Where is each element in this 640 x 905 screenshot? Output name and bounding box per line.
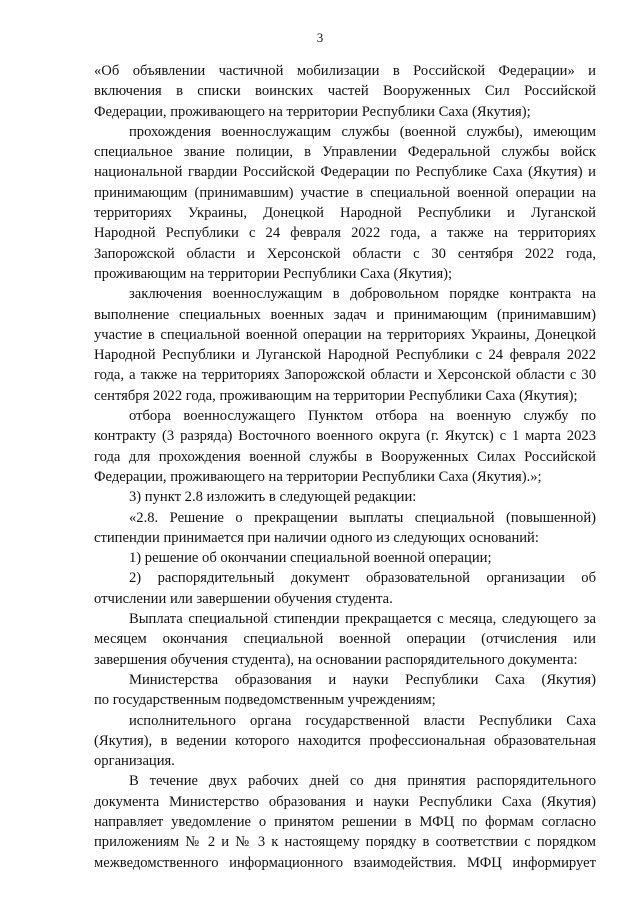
paragraph-line: прохождения военнослужащим службы (военной службы), имеющим [129, 123, 596, 140]
paragraph-line: Народной Республики и Луганской Народной Республики с 24 февраля 2022 [94, 347, 596, 364]
paragraph-line: приложениям № 2 и № 3 к настоящему порядку в соответствии с порядком [94, 834, 596, 851]
paragraph-line: 2) распорядительный документ образовательной организации об [129, 570, 596, 587]
paragraph-line: В течение двух рабочих дней со дня принятия распорядительного [129, 773, 596, 790]
paragraph-line: направляет уведомление о принятом решении в МФЦ по формам согласно [94, 813, 596, 830]
paragraph-line: отчислении или завершении обучения студента. [94, 590, 393, 607]
paragraph-line: заключения военнослужащим в добровольном порядке контракта на [129, 286, 596, 303]
paragraph-line: завершения обучения студента), на основании распорядительного документа: [94, 651, 578, 668]
paragraph-line: включения в списки воинских частей Вооруженных Сил Российской [94, 83, 596, 100]
paragraph-line: Народной Республики с 24 февраля 2022 года, а также на территориях [94, 225, 596, 242]
paragraph-line: месяцем окончания специальной военной операции (отчисления или [94, 631, 596, 648]
paragraph-line: выполнение специальных военных задач и принимающим (принимавшим) [94, 306, 596, 323]
paragraph-line: Министерства образования и науки Республики Саха (Якутия) [129, 671, 596, 688]
paragraph-line: Выплата специальной стипендии прекращается с месяца, следующего за [129, 611, 596, 628]
paragraph-line: отбора военнослужащего Пунктом отбора на военную службу по [129, 408, 596, 425]
paragraph-line: документа Министерство образования и науки Республики Саха (Якутия) [94, 793, 596, 810]
paragraph-line: «2.8. Решение о прекращении выплаты специальной (повышенной) [129, 509, 596, 526]
paragraph-line: года для прохождения военной службы в Вооруженных Силах Российской [94, 448, 596, 465]
paragraph-line: Запорожской области и Херсонской области с 30 сентября 2022 года, [94, 245, 596, 262]
paragraph-line: Федерации, проживающего на территории Республики Саха (Якутия); [94, 103, 531, 120]
paragraph-line: принимающим (принимавшим) участие в специальной военной операции на [94, 184, 596, 201]
paragraph-line: (Якутия), в ведении которого находится профессиональная образовательная [94, 732, 596, 749]
paragraph-line: участие в специальной военной операции на территориях Украины, Донецкой [94, 326, 596, 343]
paragraph-line: Федерации, проживающего на территории Республики Саха (Якутия).»; [94, 468, 542, 485]
paragraph-line: контракту (3 разряда) Восточного военного округа (г. Якутск) с 1 марта 2023 [94, 428, 596, 445]
paragraph-line: года, а также на территориях Запорожской области и Херсонской области с 30 [94, 367, 596, 384]
page-number: 3 [316, 30, 324, 45]
paragraph-line: сентября 2022 года, проживающим на территории Республики Саха (Якутия); [94, 387, 578, 404]
paragraph-line: 3) пункт 2.8 изложить в следующей редакции: [129, 489, 417, 506]
paragraph-line: исполнительного органа государственной власти Республики Саха [129, 712, 596, 729]
paragraph-line: межведомственного информационного взаимодействия. МФЦ информирует [94, 854, 596, 871]
paragraph-line: «Об объявлении частичной мобилизации в Российской Федерации» и [94, 63, 596, 79]
paragraph-line: проживающим на территории Республики Саха (Якутия); [94, 265, 453, 282]
document-body [94, 61, 596, 873]
paragraph-line: по государственным подведомственным учреждениям; [94, 692, 436, 709]
paragraph-line: организация. [94, 753, 175, 770]
paragraph-line: территориях Украины, Донецкой Народной Республики и Луганской [94, 205, 596, 222]
paragraph-line: стипендии принимается при наличии одного из следующих оснований: [94, 529, 539, 546]
paragraph-line: национальной гвардии Российской Федерации по Республике Саха (Якутия) и [94, 164, 596, 181]
paragraph-line: 1) решение об окончании специальной военной операции; [129, 550, 492, 567]
paragraph-line: специальное звание полиции, в Управлении Федеральной службы войск [94, 144, 596, 161]
